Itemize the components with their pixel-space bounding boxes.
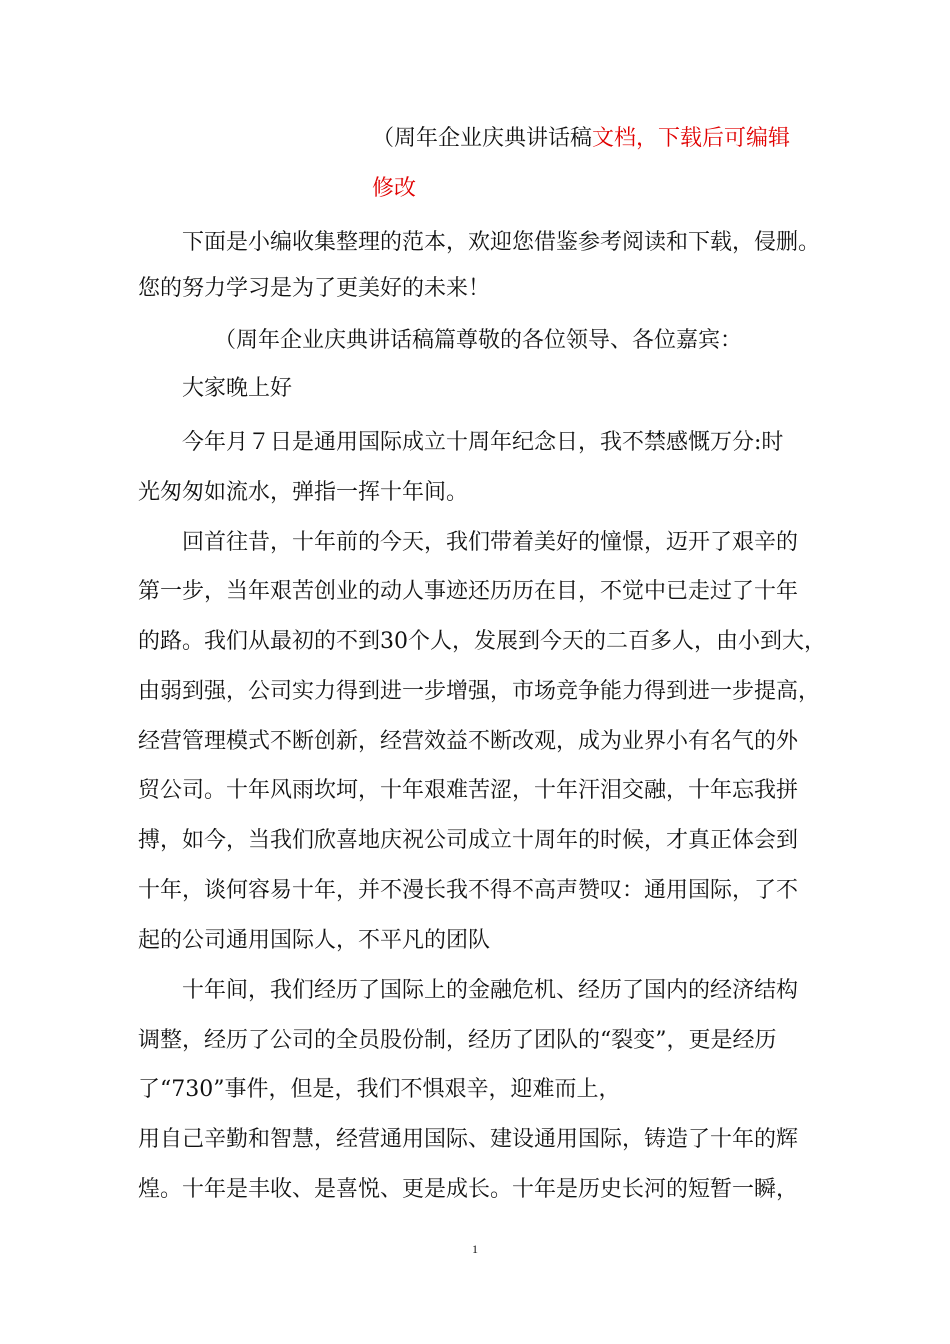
paragraph-line: 用自己辛勤和智慧，经营通用国际、建设通用国际，铸造了十年的辉 [138, 1127, 799, 1152]
paragraph-line: 经营管理模式不断创新，经营效益不断改观，成为业界小有名气的外 [138, 729, 799, 754]
paragraph-line: 煌。十年是丰收、是喜悦、更是成长。十年是历史长河的短暂一瞬， [138, 1177, 799, 1202]
paragraph-line: 光匆匆如流水，弹指一挥十年间。 [138, 480, 469, 505]
page-number: 1 [472, 1242, 478, 1256]
paragraph-line: 今年月７日是通用国际成立十周年纪念日，我不禁感慨万分:时 [182, 430, 784, 455]
title-line-1 [372, 126, 790, 152]
paragraph-line: 贸公司。十年风雨坎坷，十年艰难苦涩，十年汗泪交融，十年忘我拼 [138, 778, 799, 803]
paragraph-line: 大家晚上好 [182, 376, 293, 401]
paragraph-line: 由弱到强，公司实力得到进一步增强，市场竞争能力得到进一步提高， [138, 679, 821, 704]
paragraph-line: 您的努力学习是为了更美好的未来！ [138, 276, 491, 301]
title-red-text: 文档，下载后可编辑 [592, 126, 791, 151]
paragraph-line: （周年企业庆典讲话稿篇尊敬的各位领导、各位嘉宾： [214, 328, 743, 353]
paragraph-line: 回首往昔，十年前的今天，我们带着美好的憧憬，迈开了艰辛的 [182, 530, 799, 555]
paragraph-line: 了“730”事件，但是，我们不惧艰辛，迎难而上， [138, 1077, 621, 1102]
paragraph-line: 第一步，当年艰苦创业的动人事迹还历历在目，不觉中已走过了十年 [138, 579, 799, 604]
paragraph-line: 调整，经历了公司的全员股份制，经历了团队的“裂变”，更是经历 [138, 1028, 777, 1053]
title-black-text: （周年企业庆典讲话稿 [372, 126, 593, 151]
paragraph-line: 的路。我们从最初的不到30个人，发展到今天的二百多人，由小到大， [138, 629, 826, 654]
title-line-2: 修改 [372, 176, 417, 201]
paragraph-line: 十年间，我们经历了国际上的金融危机、经历了国内的经济结构 [182, 978, 799, 1003]
paragraph-line: 起的公司通用国际人，不平凡的团队 [138, 928, 491, 953]
paragraph-line: 下面是小编收集整理的范本，欢迎您借鉴参考阅读和下载，侵删。 [182, 230, 821, 255]
paragraph-line: 搏，如今，当我们欣喜地庆祝公司成立十周年的时候，才真正体会到 [138, 828, 799, 853]
paragraph-line: 十年，谈何容易十年，并不漫长我不得不高声赞叹：通用国际，了不 [138, 878, 799, 903]
